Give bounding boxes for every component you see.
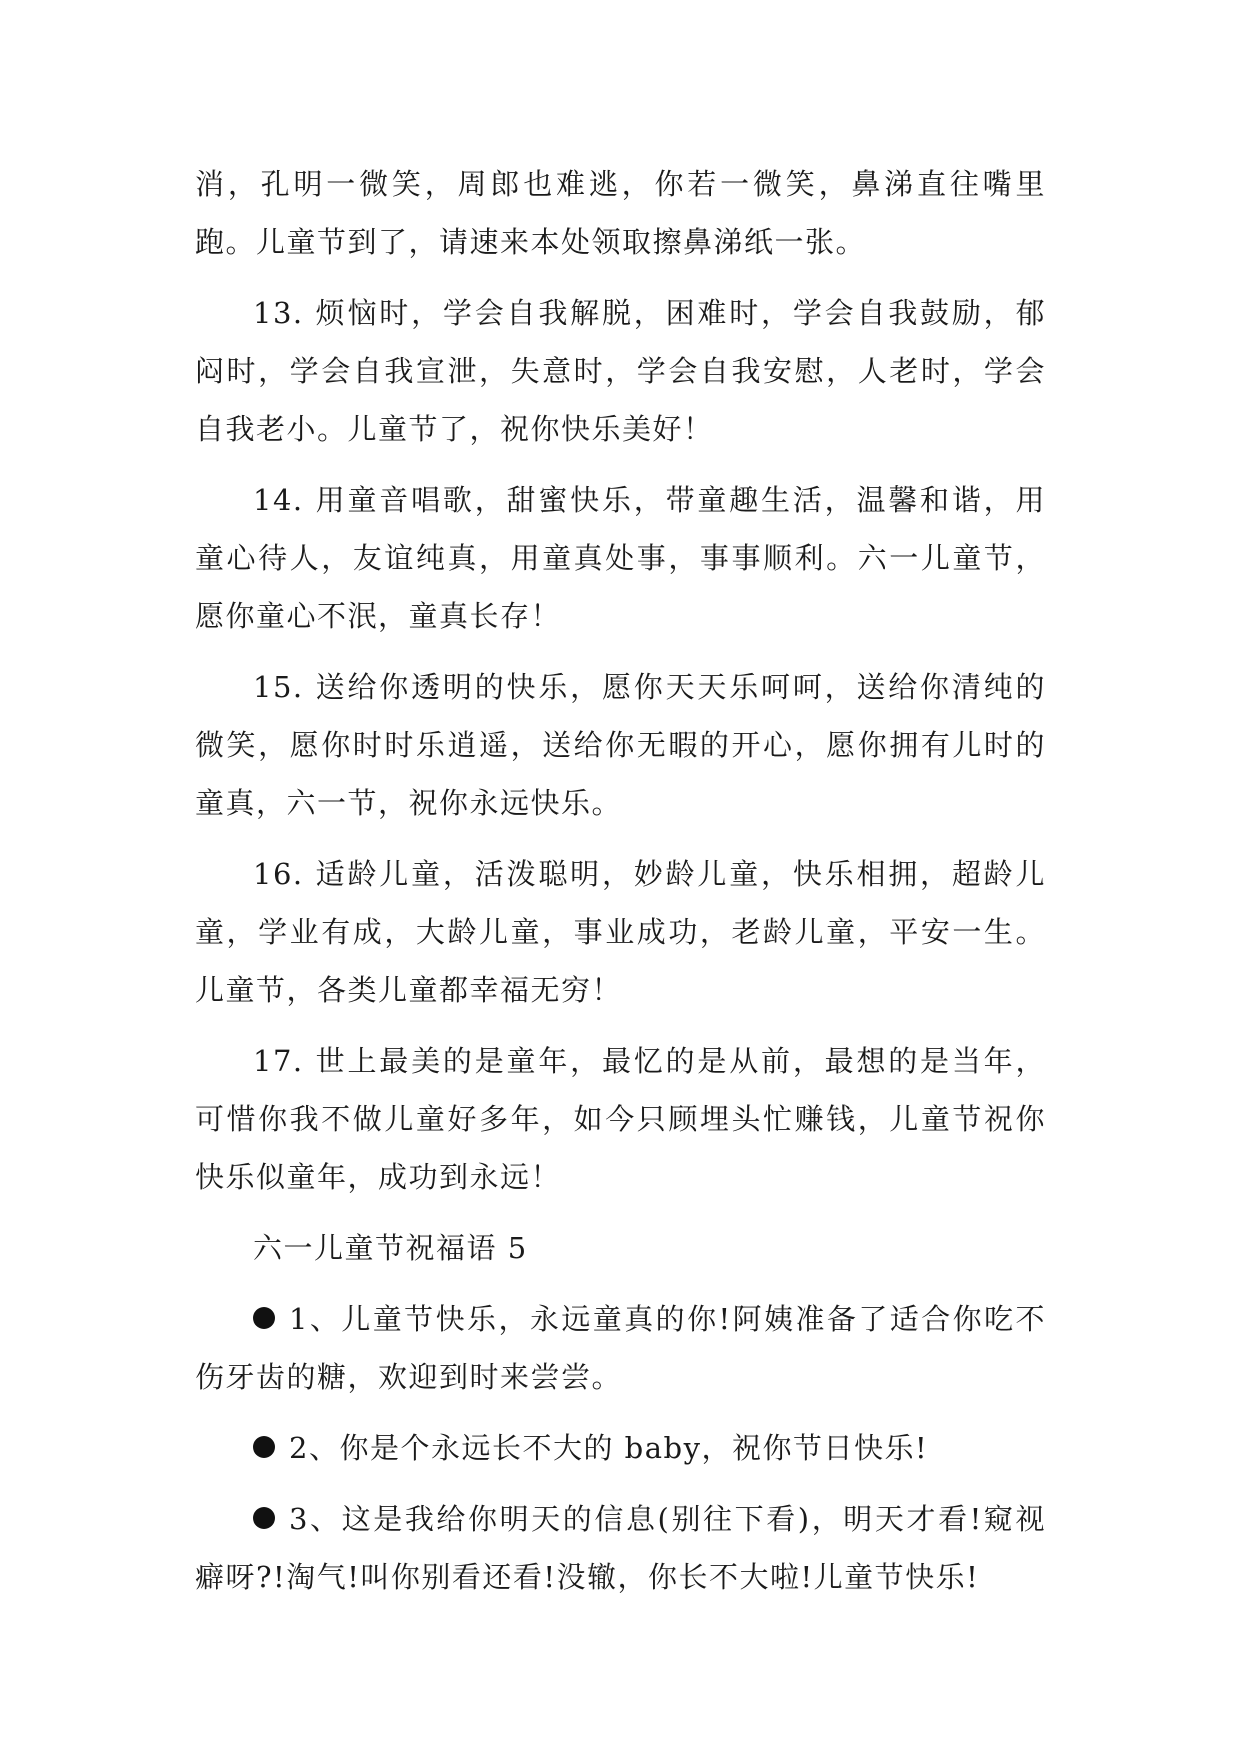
paragraph-12-continued: [195, 155, 1046, 271]
paragraph-14: [195, 471, 1046, 645]
paragraph-text: 17. 世上最美的是童年，最忆的是从前，最想的是当年，可惜你我不做儿童好多年，如今只顾埋头忙赚钱，儿童节祝你快乐似童年，成功到永远！: [195, 1044, 1046, 1194]
paragraph-text: 消，孔明一微笑，周郎也难逃，你若一微笑，鼻涕直往嘴里跑。儿童节到了，请速来本处领取擦鼻涕纸一张。: [195, 167, 1046, 259]
paragraph-17: [195, 1032, 1046, 1206]
bullet-icon: [253, 1307, 275, 1329]
bullet-icon: [253, 1507, 275, 1529]
paragraph-15: [195, 658, 1046, 832]
bullet-text: 1、儿童节快乐，永远童真的你!阿姨准备了适合你吃不伤牙齿的糖，欢迎到时来尝尝。: [195, 1302, 1046, 1394]
bullet-text: 2、你是个永远长不大的 baby，祝你节日快乐!: [289, 1431, 929, 1465]
bullet-text: 3、这是我给你明天的信息(别往下看)，明天才看!窥视癖呀?!淘气!叫你别看还看!没辙，你长不大啦!儿童节快乐!: [195, 1502, 1046, 1594]
bullet-item-3: [195, 1490, 1046, 1606]
paragraph-text: 16. 适龄儿童，活泼聪明，妙龄儿童，快乐相拥，超龄儿童，学业有成，大龄儿童，事业成功，老龄儿童，平安一生。儿童节，各类儿童都幸福无穷！: [195, 857, 1046, 1007]
paragraph-text: 14. 用童音唱歌，甜蜜快乐，带童趣生活，温馨和谐，用童心待人，友谊纯真，用童真处事，事事顺利。六一儿童节，愿你童心不泯，童真长存！: [195, 483, 1046, 633]
heading-text: 六一儿童节祝福语 5: [253, 1231, 528, 1265]
section-heading: [195, 1219, 1046, 1277]
bullet-item-1: [195, 1290, 1046, 1406]
paragraph-16: [195, 845, 1046, 1019]
bullet-icon: [253, 1436, 275, 1458]
bullet-item-2: [195, 1419, 1046, 1477]
paragraph-13: [195, 284, 1046, 458]
paragraph-text: 13. 烦恼时，学会自我解脱，困难时，学会自我鼓励，郁闷时，学会自我宣泄，失意时，学会自我安慰，人老时，学会自我老小。儿童节了，祝你快乐美好！: [195, 296, 1046, 446]
paragraph-text: 15. 送给你透明的快乐，愿你天天乐呵呵，送给你清纯的微笑，愿你时时乐逍遥，送给你无暇的开心，愿你拥有儿时的童真，六一节，祝你永远快乐。: [195, 670, 1046, 820]
